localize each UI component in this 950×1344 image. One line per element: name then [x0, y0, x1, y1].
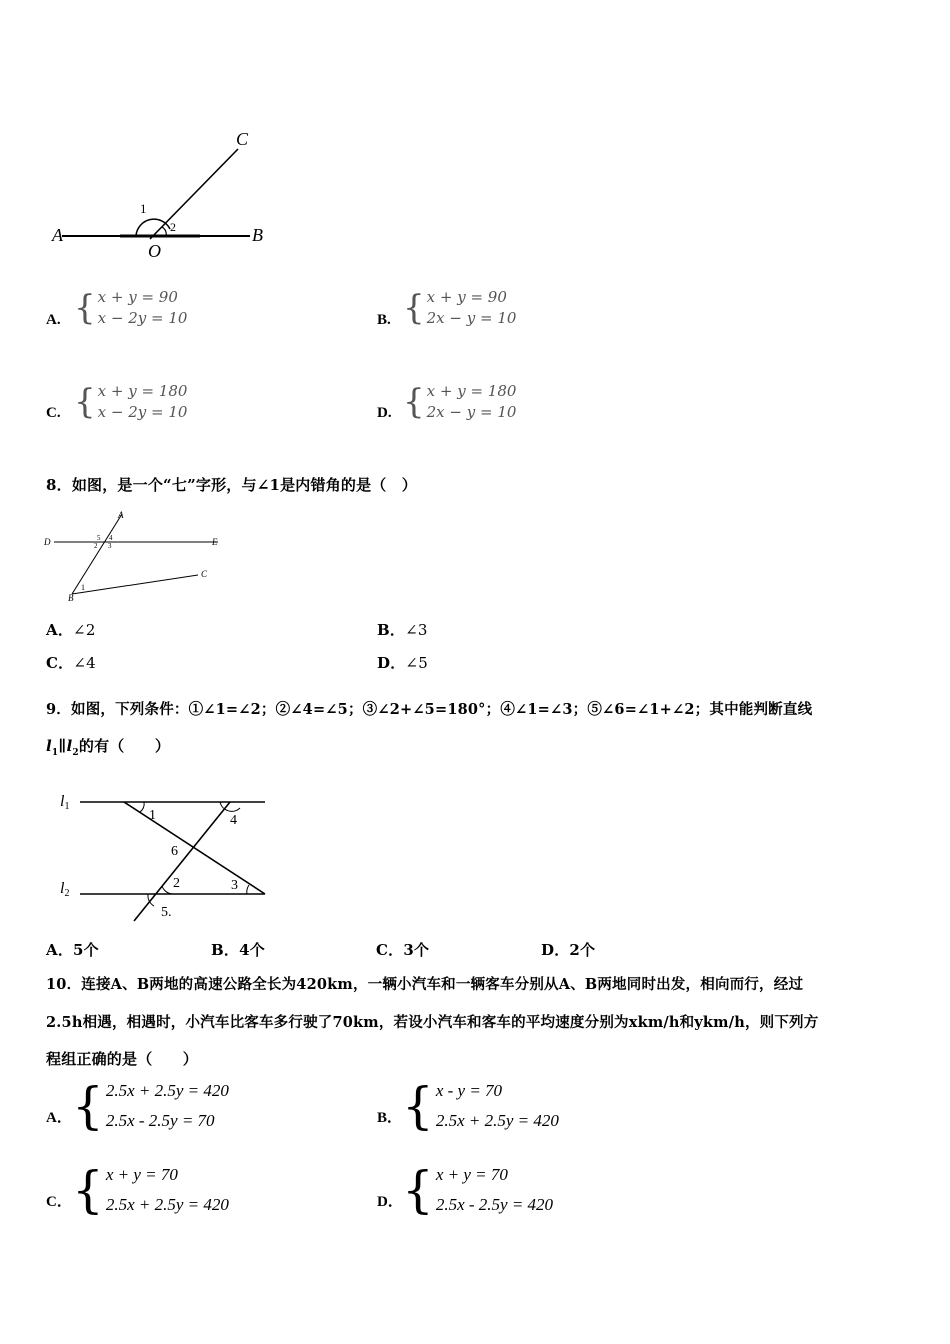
q8-label-a: A: [118, 510, 124, 520]
q9-option-a[interactable]: [46, 939, 99, 960]
q8-label-2: 2: [94, 542, 98, 550]
q7-label-o: O: [148, 241, 161, 261]
q7-option-c-system[interactable]: [74, 382, 187, 422]
q9-label-3: 3: [231, 878, 238, 893]
q7-label-angle2: 2: [170, 220, 176, 234]
q7-option-a-system[interactable]: [74, 288, 187, 328]
q7-label-a: A: [52, 225, 63, 245]
q8-figure: [40, 508, 230, 603]
brace-icon: {: [74, 288, 96, 328]
q9-label-l1-letter: l: [60, 793, 65, 810]
q10-question-line1: 10．连接A、B两地的高速公路全长为420km，一辆小汽车和一辆客车分别从A、B两地同时出发，相向而行，经过: [46, 976, 804, 993]
q9-l2-sub: 2: [72, 748, 79, 758]
q10-option-a-eq2: 2.5x - 2.5y = 70: [105, 1111, 215, 1130]
q8-option-c[interactable]: [46, 652, 96, 673]
q8-option-d[interactable]: [377, 652, 428, 673]
q9-option-a-label: A．: [46, 941, 74, 959]
q7-option-d-eq2: 2x − y = 10: [426, 403, 517, 421]
q8-label-5: 5: [97, 534, 101, 542]
q10-option-d-system[interactable]: [402, 1162, 553, 1218]
q9-l1-letter: l: [46, 737, 52, 755]
q7-option-a-eq1: x + y = 90: [97, 288, 178, 306]
q10-option-c-eq1: x + y = 70: [105, 1165, 178, 1184]
q8-option-b[interactable]: [377, 619, 428, 640]
q9-option-c-value: 3个: [403, 941, 430, 959]
q8-option-c-label: C．: [46, 654, 74, 672]
q9-label-5: 5.: [161, 905, 172, 920]
q8-option-a[interactable]: [46, 619, 96, 640]
q8-option-a-value: ∠2: [73, 621, 96, 639]
q10-option-d-eq1: x + y = 70: [435, 1165, 508, 1184]
q9-label-l2: [60, 880, 69, 899]
q10-option-b-eq1: x - y = 70: [435, 1081, 503, 1100]
q7-label-angle1: 1: [140, 201, 147, 216]
q7-option-d-system[interactable]: [403, 382, 516, 422]
q7-option-b-label[interactable]: B.: [377, 312, 391, 328]
q9-option-a-value: 5个: [73, 941, 99, 959]
q8-label-1: 1: [81, 583, 85, 592]
q7-option-d-eq1: x + y = 180: [426, 382, 517, 400]
q8-label-c: C: [201, 569, 208, 579]
q9-option-d-value: 2个: [569, 941, 596, 959]
q8-label-b: B: [68, 593, 74, 603]
q7-figure: [40, 115, 280, 265]
q9-option-d-label: D．: [541, 941, 570, 959]
q10-option-b-eq2: 2.5x + 2.5y = 420: [435, 1111, 559, 1130]
q8-option-d-value: ∠5: [405, 654, 428, 672]
q7-option-d-label[interactable]: D.: [377, 405, 392, 421]
q8-option-b-label: B．: [377, 621, 406, 639]
q9-option-b-value: 4个: [239, 941, 265, 959]
q9-question-line1: 9．如图，下列条件：①∠1=∠2；②∠4=∠5；③∠2+∠5=180°；④∠1=∠3；⑤∠6=∠1+∠2；其中能判断直线: [46, 701, 813, 718]
q9-option-d[interactable]: [541, 939, 595, 960]
q8-option-c-value: ∠4: [73, 654, 96, 672]
brace-icon: {: [403, 382, 425, 422]
q9-label-l1: [60, 793, 69, 812]
q10-option-a-label[interactable]: A．: [46, 1110, 72, 1126]
q7-option-b-eq1: x + y = 90: [426, 288, 507, 306]
q7-option-c-label[interactable]: C.: [46, 405, 61, 421]
q10-option-a-system[interactable]: [72, 1078, 229, 1134]
q9-label-4: 4: [230, 813, 237, 828]
q9-option-b-label: B．: [211, 941, 240, 959]
q8-question-text: 8．如图，是一个“七”字形，与∠1是内错角的是（ ）: [46, 476, 417, 494]
q10-option-d-label[interactable]: D．: [377, 1194, 403, 1210]
q10-option-c-system[interactable]: [72, 1162, 229, 1218]
q9-l1-sub: 1: [51, 748, 59, 758]
brace-icon: {: [72, 1077, 104, 1135]
q10-option-c-label[interactable]: C．: [46, 1194, 72, 1210]
q9-option-b[interactable]: [211, 939, 265, 960]
brace-icon: {: [74, 382, 96, 422]
q9-option-c-label: C．: [376, 941, 404, 959]
q7-option-b-system[interactable]: [403, 288, 516, 328]
q9-label-l2-letter: l: [60, 880, 65, 897]
q8-label-e: E: [212, 537, 218, 547]
q8-label-3: 3: [108, 542, 112, 550]
q9-label-l2-sub: 2: [64, 888, 70, 899]
q9-label-6: 6: [171, 844, 178, 859]
q7-label-c: C: [236, 129, 249, 149]
q7-option-c-eq1: x + y = 180: [97, 382, 188, 400]
q9-label-1: 1: [149, 808, 156, 823]
q10-question-line2: 2.5h相遇，相遇时，小汽车比客车多行驶了70km，若设小汽车和客车的平均速度分别为xkm/h和ykm/h，则下列方: [46, 1014, 819, 1031]
q10-option-b-system[interactable]: [402, 1078, 559, 1134]
q8-label-d: D: [44, 537, 51, 547]
q8-option-b-value: ∠3: [405, 621, 428, 639]
q7-option-a-eq2: x − 2y = 10: [97, 309, 188, 327]
q9-parallel-symbol: ∥: [58, 737, 67, 755]
q10-option-c-eq2: 2.5x + 2.5y = 420: [105, 1195, 229, 1214]
q8-option-a-label: A．: [46, 621, 74, 639]
brace-icon: {: [403, 288, 425, 328]
q7-option-b-eq2: 2x − y = 10: [426, 309, 517, 327]
q7-option-a-label[interactable]: A.: [46, 312, 61, 328]
q7-option-c-eq2: x − 2y = 10: [97, 403, 188, 421]
q9-label-l1-sub: 1: [64, 801, 70, 812]
q7-label-b: B: [252, 225, 263, 245]
q9-option-c[interactable]: [376, 939, 429, 960]
q9-figure: [50, 782, 280, 927]
q10-option-a-eq1: 2.5x + 2.5y = 420: [105, 1081, 229, 1100]
q10-option-b-label[interactable]: B．: [377, 1110, 403, 1126]
q8-label-4: 4: [109, 534, 113, 542]
q9-question-line2: [46, 735, 170, 758]
q9-label-2: 2: [173, 876, 180, 891]
q9-question-suffix: 的有（ ）: [78, 737, 171, 755]
q9-l2-letter: l: [66, 737, 73, 755]
q10-question-line3: 程组正确的是（ ）: [46, 1050, 199, 1068]
brace-icon: {: [72, 1161, 104, 1219]
brace-icon: {: [402, 1077, 434, 1135]
q8-option-d-label: D．: [377, 654, 406, 672]
brace-icon: {: [402, 1161, 434, 1219]
q10-option-d-eq2: 2.5x - 2.5y = 420: [435, 1195, 554, 1214]
